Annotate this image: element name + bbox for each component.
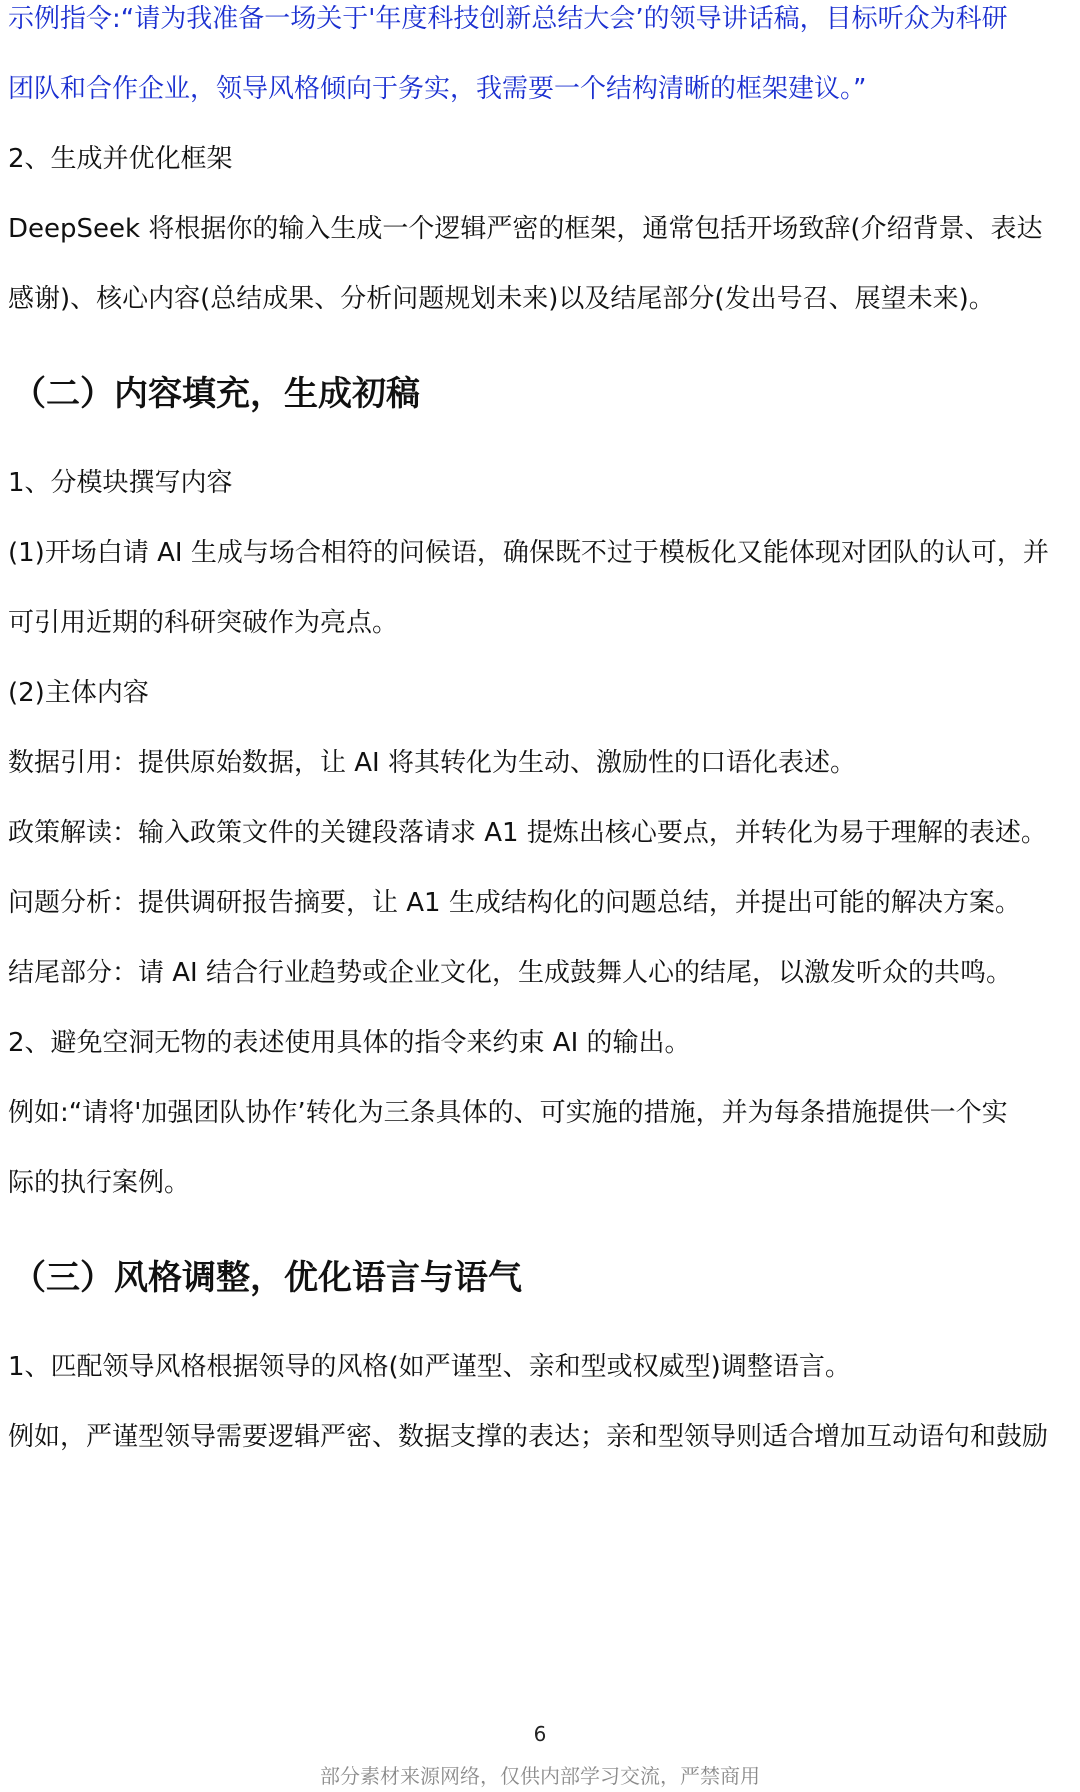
step2-body-line-1: DeepSeek 将根据你的输入生成一个逻辑严密的框架，通常包括开场致辞(介绍背景、表达 — [8, 214, 1043, 244]
policy-reading-paragraph: 政策解读：输入政策文件的关键段落请求 A1 提炼出核心要点，并转化为易于理解的表述。 — [8, 818, 1047, 848]
example-instruction-line-1: 示例指令:“请为我准备一场关于'年度科技创新总结大会’的领导讲话稿，目标听众为科研 — [8, 4, 1008, 34]
section3-item1-title: 1、匹配领导风格根据领导的风格(如严谨型、亲和型或权威型)调整语言。 — [8, 1352, 851, 1382]
main-content-title: (2)主体内容 — [8, 678, 149, 708]
section2-item2-title: 2、避免空洞无物的表述使用具体的指令来约束 AI 的输出。 — [8, 1028, 691, 1058]
example-line-2: 际的执行案例。 — [8, 1168, 191, 1198]
section2-heading: （二）内容填充，生成初稿 — [12, 374, 420, 414]
section2-item1-title: 1、分模块撰写内容 — [8, 468, 233, 498]
section3-heading: （三）风格调整，优化语言与语气 — [12, 1258, 522, 1298]
section3-example-line-1: 例如，严谨型领导需要逻辑严密、数据支撑的表达；亲和型领导则适合增加互动语句和鼓励 — [8, 1422, 1049, 1452]
example-line-1: 例如:“请将'加强团队协作’转化为三条具体的、可实施的措施，并为每条措施提供一个实 — [8, 1098, 1008, 1128]
opening-line-1: (1)开场白请 AI 生成与场合相符的问候语，确保既不过于模板化又能体现对团队的认可，并 — [8, 538, 1049, 568]
opening-line-2: 可引用近期的科研突破作为亮点。 — [8, 608, 399, 638]
conclusion-paragraph: 结尾部分：请 AI 结合行业趋势或企业文化，生成鼓舞人心的结尾，以激发听众的共鸣。 — [8, 958, 1012, 988]
data-citation-paragraph: 数据引用：提供原始数据，让 AI 将其转化为生动、激励性的口语化表述。 — [8, 748, 856, 778]
page-number: 6 — [533, 1722, 547, 1746]
footer-note: 部分素材来源网络，仅供内部学习交流，严禁商用 — [320, 1764, 760, 1788]
problem-analysis-paragraph: 问题分析：提供调研报告摘要，让 A1 生成结构化的问题总结，并提出可能的解决方案。 — [8, 888, 1021, 918]
example-instruction-line-2: 团队和合作企业，领导风格倾向于务实，我需要一个结构清晰的框架建议。” — [8, 74, 867, 104]
step2-body-line-2: 感谢)、核心内容(总结成果、分析问题规划未来)以及结尾部分(发出号召、展望未来)。 — [8, 284, 995, 314]
step2-title: 2、生成并优化框架 — [8, 144, 233, 174]
